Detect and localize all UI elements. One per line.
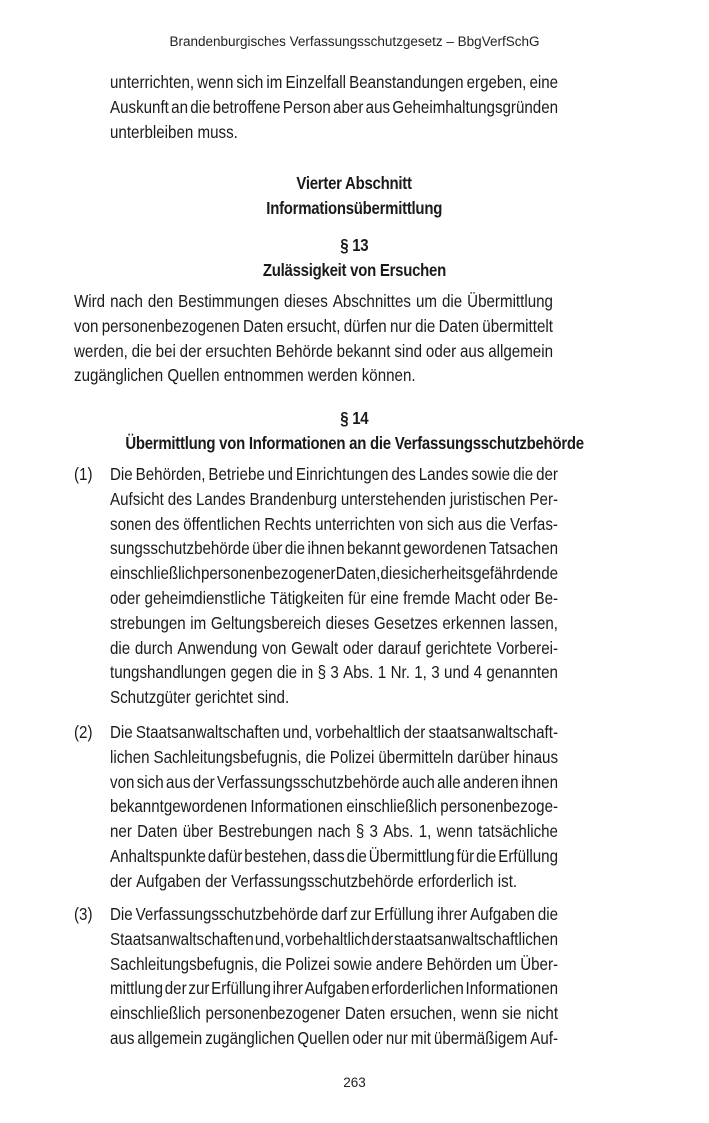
text-line: Schutzgüter gerichtet sind.: [110, 687, 290, 708]
para13-title: Zulässigkeit von Ersuchen: [262, 260, 447, 280]
text-line: die durch Anwendung von Gewalt oder darauf gerichtete Vorberei-: [110, 637, 559, 658]
text-line: lichen Sachleitungsbefugnis, die Polizei übermitteln darüber hinaus: [110, 746, 559, 767]
text-line: strebungen im Geltungsbereich dieses Gesetzes erkennen lassen,: [110, 612, 559, 633]
text-line: zugänglichen Quellen entnommen werden können.: [74, 365, 416, 386]
para14-title: Übermittlung von Informationen an die Verfassungsschutzbehörde: [125, 433, 584, 453]
text-line: Die Verfassungsschutzbehörde darf zur Erfüllung ihrer Aufgaben die: [110, 904, 559, 924]
text-line: Staatsanwaltschaften und, vorbehaltlich der staatsanwaltschaftlichen: [110, 928, 559, 949]
text-line: tungshandlungen gegen die in § 3 Abs. 1 Nr. 1, 3 und 4 genannten: [110, 662, 558, 683]
text-line: unterrichten, wenn sich im Einzelfall Beanstandungen ergeben, eine: [110, 72, 559, 92]
para14-number: § 14: [340, 408, 369, 428]
subsection-2-body: [110, 720, 631, 894]
subsection-1-body: [110, 462, 631, 710]
text-line: aus allgemein zugänglichen Quellen oder nur mit übermäßigem Auf-: [110, 1027, 559, 1048]
section-title: Vierter Abschnitt: [296, 173, 413, 193]
text-line: von sich aus der Verfassungsschutzbehörde auch alle anderen ihnen: [110, 771, 558, 792]
text-line: mittlung der zur Erfüllung ihrer Aufgaben erforderlichen Informationen: [110, 978, 559, 999]
text-line: werden, die bei der ersuchten Behörde bekannt sind oder aus allgemein: [74, 340, 553, 361]
text-line: oder geheimdienstliche Tätigkeiten für eine fremde Macht oder Be-: [110, 587, 559, 608]
continuation-paragraph: [110, 70, 631, 144]
text-line: Sachleitungsbefugnis, die Polizei sowie andere Behörden um Über-: [110, 953, 559, 974]
running-header: Brandenburgisches Verfassungsschutzgesetz – BbgVerfSchG: [169, 34, 540, 49]
subsection-2-label: (2): [74, 722, 93, 742]
page-number: 263: [343, 1075, 366, 1090]
text-line: der Aufgaben der Verfassungsschutzbehörde erforderlich ist.: [110, 870, 518, 891]
text-line: Wird nach den Bestimmungen dieses Abschnittes um die Übermittlung: [74, 291, 553, 311]
text-line: Auskunft an die betroffene Person aber aus Geheimhaltungsgründen: [110, 96, 559, 117]
text-line: von personenbezogenen Daten ersucht, dürfen nur die Daten übermittelt: [74, 315, 553, 336]
text-line: Anhaltspunkte dafür bestehen, dass die Übermittlung für die Erfüllung: [110, 845, 559, 866]
text-line: bekanntgewordenen Informationen einschließlich personenbezoge-: [110, 796, 559, 817]
text-line: sonen des öffentlichen Rechts unterrichten von sich aus die Verfas-: [110, 513, 558, 534]
text-line: sungsschutzbehörde über die ihnen bekannt gewordenen Tatsachen: [110, 538, 559, 559]
text-line: unterbleiben muss.: [110, 121, 238, 142]
subsection-3-label: (3): [74, 904, 93, 924]
text-line: Die Behörden, Betriebe und Einrichtungen des Landes sowie die der: [110, 464, 558, 484]
subsection-1-label: (1): [74, 464, 93, 484]
text-line: Aufsicht des Landes Brandenburg unterstehenden juristischen Per-: [110, 488, 559, 509]
text-line: einschließlich personenbezogener Daten, die sicherheitsgefährdende: [110, 563, 559, 584]
text-line: einschließlich personenbezogener Daten ersuchen, wenn sie nicht: [110, 1003, 559, 1024]
section-subtitle: Informationsübermittlung: [266, 198, 443, 218]
subsection-3-body: [110, 902, 631, 1051]
para13-number: § 13: [340, 235, 369, 255]
text-line: ner Daten über Bestrebungen nach § 3 Abs. 1, wenn tatsächliche: [110, 821, 558, 842]
text-line: Die Staatsanwaltschaften und, vorbehaltlich der staatsanwaltschaft-: [110, 722, 559, 742]
para13-body: [74, 289, 631, 388]
